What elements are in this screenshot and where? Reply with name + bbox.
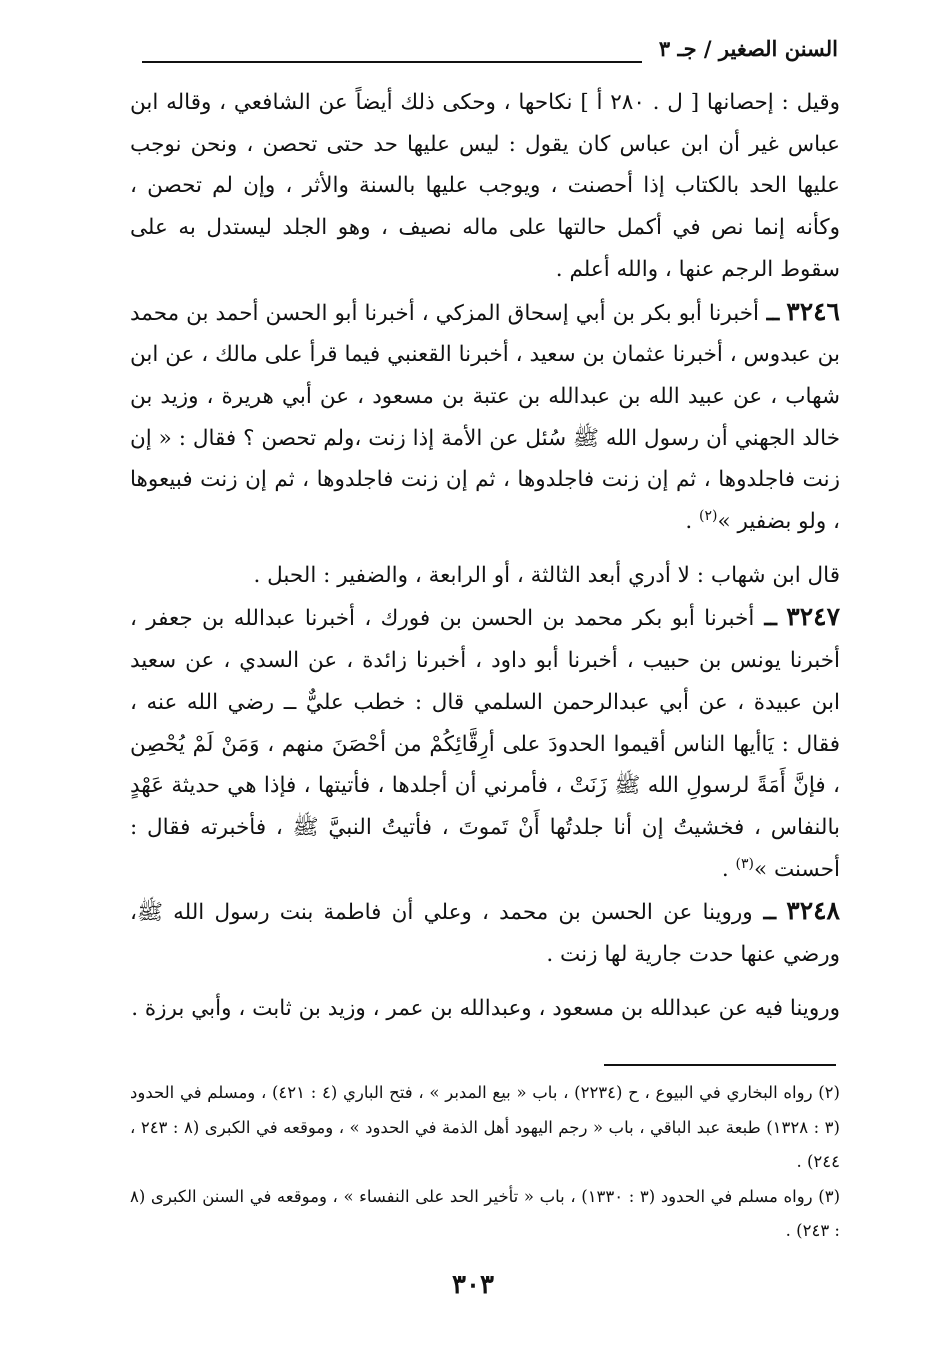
hadith-number: ٣٢٤٧ bbox=[786, 602, 840, 632]
main-text bbox=[130, 82, 840, 1029]
paragraph-narrations: وروينا فيه عن عبدالله بن مسعود ، وعبدالله بن عمر ، وزيد بن ثابت ، وأبي برزة . bbox=[131, 995, 840, 1021]
hadith-end: . bbox=[685, 509, 700, 535]
footnotes bbox=[130, 1076, 840, 1249]
hadith-dash: ــ bbox=[754, 606, 777, 632]
footnote-rule bbox=[604, 1064, 836, 1066]
hadith-dash: ــ bbox=[752, 900, 777, 926]
footnote-2: (٢) رواه البخاري في البيوع ، ح (٢٢٣٤) ، باب « بيع المدبر » ، فتح الباري (٤ : ٤٢١) ، ومسلم في الحدود (٣ : ١٣٢٨) طبعة عبد الباقي ، باب « رجم اليهود أهل الذمة في الحدود » ، وموقعه في الكبرى (٨ : ٢٤٣ ، ٢٤٤) . bbox=[130, 1083, 840, 1171]
header-rule bbox=[142, 61, 642, 63]
hadith-text: وروينا عن الحسن بن محمد ، وعلي أن فاطمة بنت رسول الله ﷺ، ورضي عنها حدت جارية لها زنت . bbox=[130, 900, 840, 968]
paragraph-intro: وقيل : إحصانها [ ل . ٢٨٠ أ ] نكاحها ، وحكى ذلك أيضاً عن الشافعي ، وقاله ابن عباس غير أن ابن عباس كان يقول : ليس عليها حد حتى تحصن ، ونحن نوجب عليها الحد بالكتاب إذا أحصنت ، ويوجب عليها بالسنة والأثر ، وإن لم تحصن ، وكأنه إنما نص في أكمل حالتها على ماله نصيف ، وهو الجلد ليستدل به على سقوط الرجم عنها ، والله أعلم . bbox=[130, 90, 840, 282]
hadith-number: ٣٢٤٦ bbox=[786, 296, 840, 326]
running-header bbox=[142, 36, 838, 70]
hadith-3247 bbox=[130, 596, 840, 890]
hadith-3248 bbox=[130, 890, 840, 975]
footnote-ref-3: (٣) bbox=[735, 855, 754, 872]
header-title: السنن الصغير / جـ ٣ bbox=[658, 36, 838, 61]
hadith-dash: ــ bbox=[758, 300, 780, 326]
hadith-end: . bbox=[721, 856, 736, 882]
paragraph-ibn-shihab: قال ابن شهاب : لا أدري أبعد الثالثة ، أو الرابعة ، والضفير : الحبل . bbox=[253, 562, 840, 588]
hadith-3246 bbox=[130, 291, 840, 543]
hadith-text: أخبرنا أبو بكر محمد بن الحسن بن فورك ، أخبرنا عبدالله بن جعفر ، أخبرنا يونس بن حبيب ، أخبرنا أبو داود ، أخبرنا زائدة ، عن السدي ، عن سعيد ابن عبيدة ، عن أبي عبدالرحمن السلمي قال : خطب عليٌّ ــ رضي الله عنه ، فقال : يَاأيها الناس أقيموا الحدودَ على أرِقَّائِكُمْ من أحْصَنَ منهم ، وَمَنْ لَمْ يُحْصِن ، فإنَّ أَمَةً لرسولِ الله ﷺ زَنَتْ ، فأمرني أن أجلدها ، فأتيتها ، فإذا هي حديثة عَهْدٍ بالنفاس ، فخشيتُ إن أنا جلدتُها أَنْ تَموتَ ، فأتيتُ النبيَّ ﷺ ، فأخبرته فقال : أحسنت » bbox=[130, 606, 840, 882]
footnote-3: (٣) رواه مسلم في الحدود (٣ : ١٣٣٠) ، باب « تأخير الحد على النفساء » ، وموقعه في السنن الكبرى (٨ : ٢٤٣) . bbox=[130, 1186, 840, 1240]
hadith-number: ٣٢٤٨ bbox=[786, 896, 840, 926]
page-number: ٣٠٣ bbox=[452, 1270, 494, 1300]
footnote-ref-2: (٢) bbox=[699, 507, 718, 524]
hadith-text: أخبرنا أبو بكر بن أبي إسحاق المزكي ، أخبرنا أبو الحسن أحمد بن محمد بن عبدوس ، أخبرنا عثمان بن سعيد ، أخبرنا القعنبي فيما قرأ على مالك ، عن ابن شهاب ، عن عبيد الله بن عبدالله بن عتبة بن مسعود ، عن أبي هريرة ، وزيد بن خالد الجهني أن رسول الله ﷺ سُئل عن الأمة إذا زنت ،ولم تحصن ؟ فقال : « إن زنت فاجلدوها ، ثم إن زنت فاجلدوها ، ثم إن زنت فاجلدوها ، ثم إن زنت فبيعوها ، ولو بضفير » bbox=[130, 300, 840, 535]
